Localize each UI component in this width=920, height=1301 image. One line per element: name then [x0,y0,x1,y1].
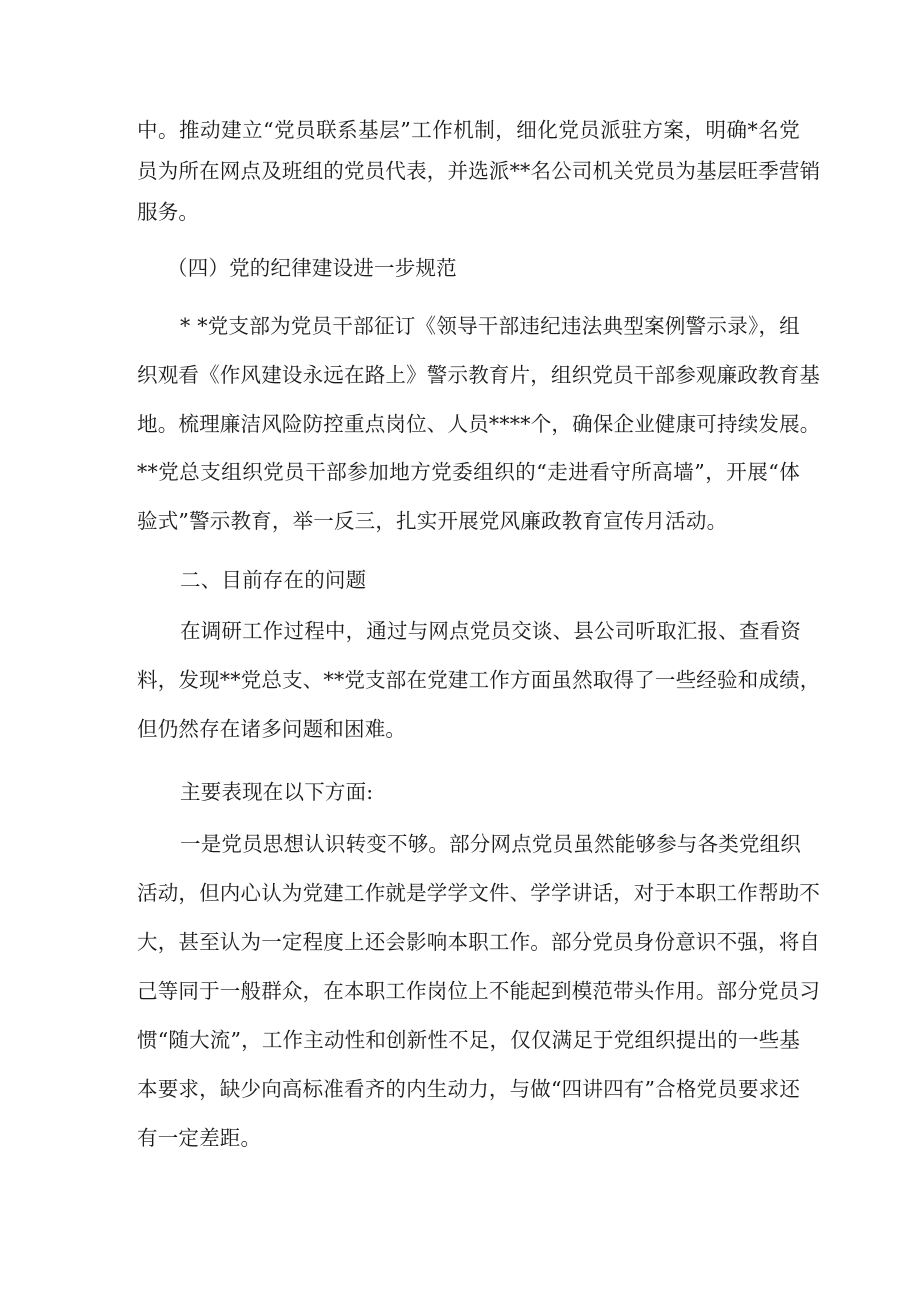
section-heading-four: （四）党的纪律建设进一步规范 [167,256,457,280]
para5-line6: 本要求，缺少向高标准看齐的内生动力，与做“四讲四有”合格党员要求还 [137,1077,801,1101]
para2-line1: * *党支部为党员干部征订《领导干部违纪违法典型案例警示录》，组 [180,314,800,338]
para1-line1: 中。推动建立“党员联系基层”工作机制，细化党员派驻方案，明确*名党 [137,118,800,142]
para1-line3: 服务。 [137,200,200,224]
para5-line2: 活动，但内心认为党建工作就是学学文件、学学讲话，对于本职工作帮助不 [137,881,821,905]
section-heading-two: 二、目前存在的问题 [180,568,367,592]
para5-line7: 有一定差距。 [137,1126,262,1150]
para2-line5: 验式”警示教育，举一反三，扎实开展党风廉政教育宣传月活动。 [137,509,728,533]
para2-line2: 织观看《作风建设永远在路上》警示教育片，组织党员干部参观廉政教育基 [137,363,821,387]
para5-line4: 己等同于一般群众，在本职工作岗位上不能起到模范带头作用。部分党员习 [137,979,821,1003]
para2-line3: 地。梳理廉洁风险防控重点岗位、人员****个，确保企业健康可持续发展。 [137,412,821,436]
para3-line1: 在调研工作过程中，通过与网点党员交谈、县公司听取汇报、查看资 [180,619,801,643]
para4-line1: 主要表现在以下方面: [180,780,374,804]
para3-line2: 料，发现**党总支、**党支部在党建工作方面虽然取得了一些经验和成绩， [137,668,821,692]
para2-line4: **党总支组织党员干部参加地方党委组织的“走进看守所高墙”，开展“体 [137,460,800,484]
para1-line2: 员为所在网点及班组的党员代表，并选派**名公司机关党员为基层旺季营销 [137,159,821,183]
para3-line3: 但仍然存在诸多问题和困难。 [137,717,407,741]
para5-line5: 惯“随大流”，工作主动性和创新性不足，仅仅满足于党组织提出的一些基 [137,1028,801,1052]
para5-line1: 一是党员思想认识转变不够。部分网点党员虽然能够参与各类党组织 [180,832,801,856]
para5-line3: 大，甚至认为一定程度上还会影响本职工作。部分党员身份意识不强，将自 [137,930,821,954]
